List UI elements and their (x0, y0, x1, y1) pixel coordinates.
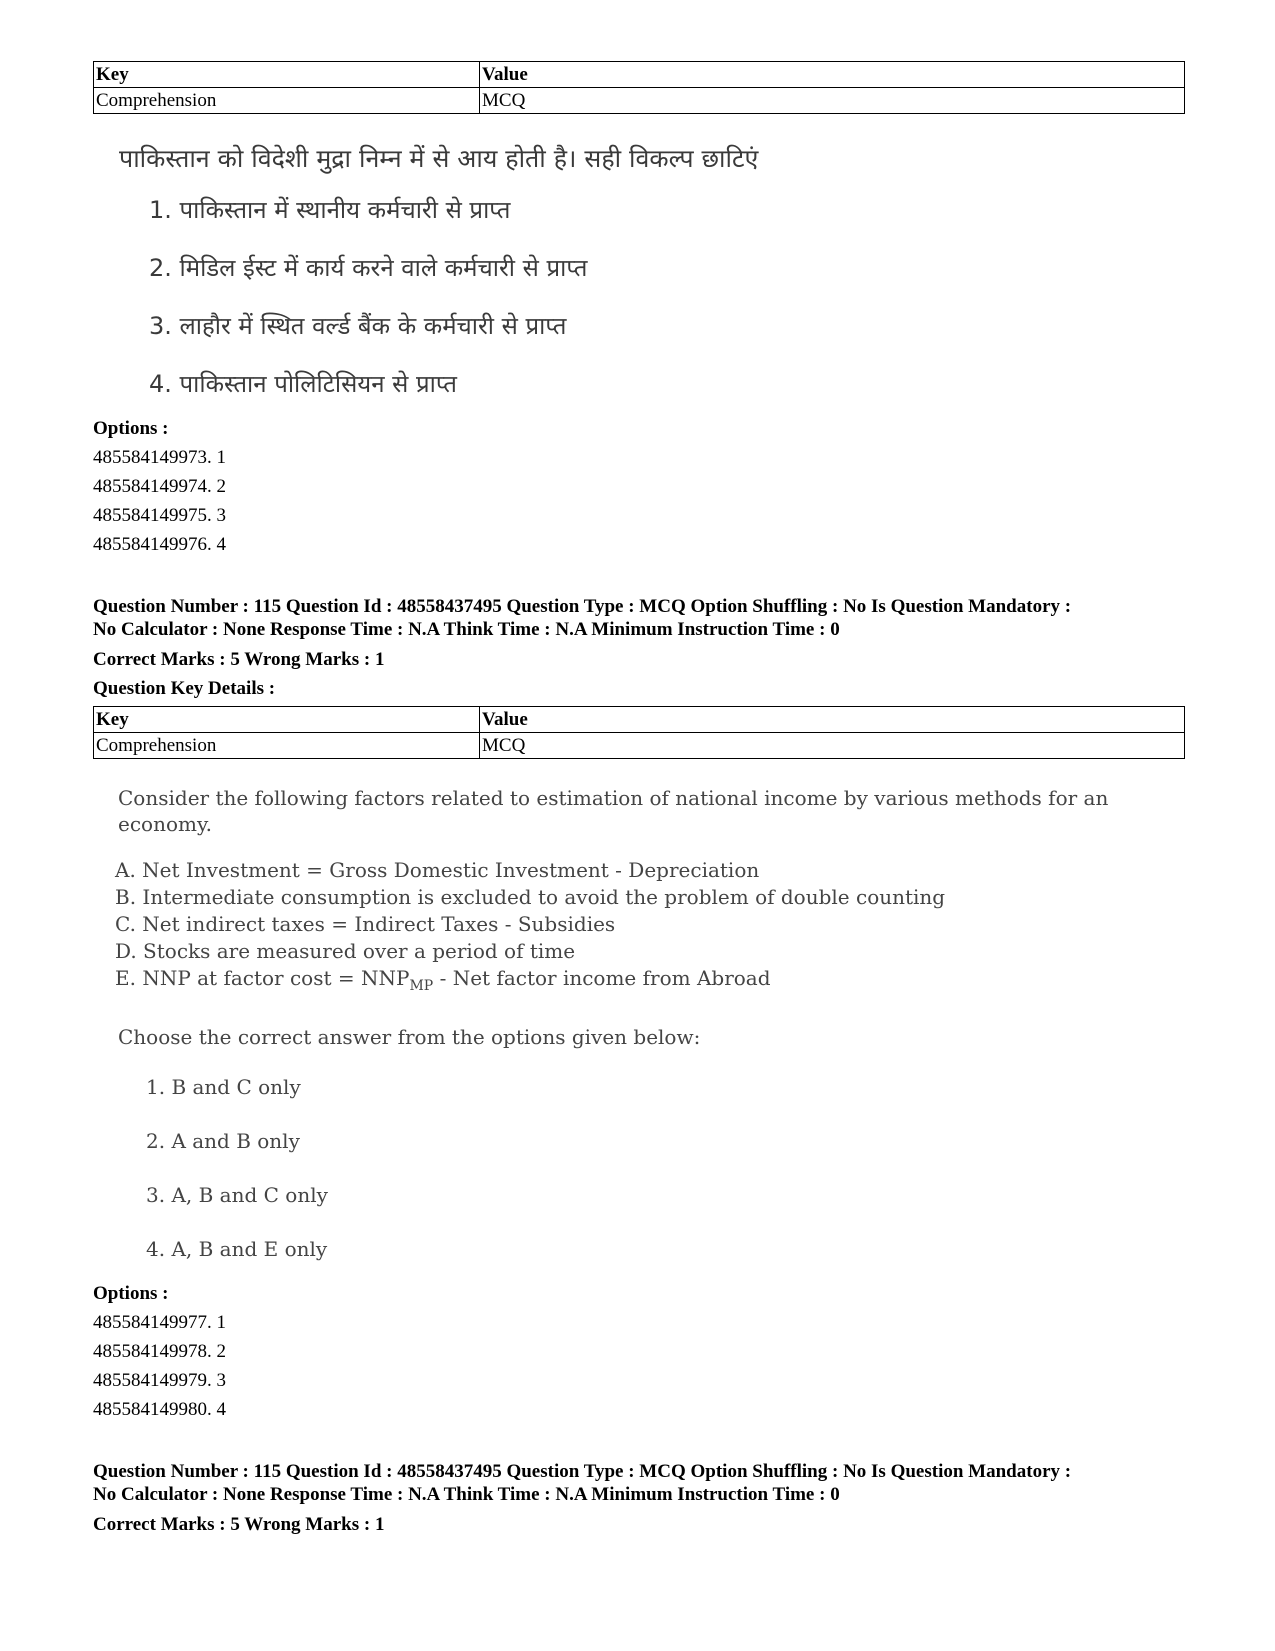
options-list-1 (93, 443, 1185, 559)
key-value-table-1 (93, 61, 1185, 114)
document-page (93, 61, 1185, 1539)
options-label: Options : (93, 1283, 169, 1304)
option-item: 485584149979. 3 (93, 1370, 226, 1391)
key-details-label: Question Key Details : (93, 678, 276, 699)
marks-line: Correct Marks : 5 Wrong Marks : 1 (93, 649, 385, 670)
question-meta-line: No Calculator : None Response Time : N.A Think Time : N.A Minimum Instruction Time : 0 (93, 619, 840, 640)
statement: A. Net Investment = Gross Domestic Investment - Depreciation (115, 858, 760, 882)
option-item: 485584149980. 4 (93, 1399, 226, 1420)
option-item: 485584149973. 1 (93, 447, 226, 468)
question-2-statements (115, 857, 1185, 1000)
question-meta-line: Question Number : 115 Question Id : 48558437495 Question Type : MCQ Option Shuffling : No Is Question Mandatory : (93, 596, 1072, 617)
statement: B. Intermediate consumption is excluded to avoid the problem of double counting (115, 885, 946, 909)
question-1-choices (149, 195, 1185, 399)
option-item: 485584149974. 2 (93, 476, 226, 497)
table-header-row (94, 62, 1185, 88)
table-header-value: Value (480, 62, 1185, 88)
question-meta-line: No Calculator : None Response Time : N.A Think Time : N.A Minimum Instruction Time : 0 (93, 1484, 840, 1505)
question-2-instruction: Choose the correct answer from the options given below: (118, 1025, 701, 1049)
question-2-image (93, 785, 1185, 1263)
question-1-stem: पाकिस्तान को विदेशी मुद्रा निम्न में से आय होती है। सही विकल्प छाटिएं (119, 144, 759, 173)
table-cell-key: Comprehension (94, 733, 480, 759)
option-item: 485584149978. 2 (93, 1341, 226, 1362)
question-1-choice: 4. पाकिस्तान पोलिटिसियन से प्राप्त (149, 370, 457, 398)
table-cell-value: MCQ (480, 733, 1185, 759)
table-row (94, 733, 1185, 759)
question-2-choice: 2. A and B only (146, 1129, 300, 1153)
question-1-image (93, 144, 1185, 399)
options-label: Options : (93, 418, 169, 439)
mp-subscript: MP (409, 978, 434, 994)
question-meta-block (93, 1460, 1185, 1539)
marks-line: Correct Marks : 5 Wrong Marks : 1 (93, 1514, 385, 1535)
options-list-2 (93, 1308, 1185, 1424)
question-meta-line: Question Number : 115 Question Id : 48558437495 Question Type : MCQ Option Shuffling : No Is Question Mandatory : (93, 1461, 1072, 1482)
table-header-key: Key (94, 62, 480, 88)
table-row (94, 88, 1185, 114)
question-1-choice: 1. पाकिस्तान में स्थानीय कर्मचारी से प्राप्त (149, 196, 511, 224)
table-cell-value: MCQ (480, 88, 1185, 114)
question-2-stem: Consider the following factors related to estimation of national income by various methods for an economy. (118, 786, 1109, 836)
statement: D. Stocks are measured over a period of time (115, 939, 576, 963)
question-1-choice: 2. मिडिल ईस्ट में कार्य करने वाले कर्मचारी से प्राप्त (149, 254, 588, 282)
table-header-row (94, 707, 1185, 733)
statement-e-prefix: E. NNP at factor cost = NNP (115, 966, 410, 990)
table-header-value: Value (480, 707, 1185, 733)
table-cell-key: Comprehension (94, 88, 480, 114)
option-item: 485584149975. 3 (93, 505, 226, 526)
key-value-table-2 (93, 706, 1185, 759)
question-meta-block (93, 595, 1185, 703)
question-2-choices (146, 1074, 1185, 1263)
question-2-choice: 3. A, B and C only (146, 1183, 328, 1207)
option-item: 485584149976. 4 (93, 534, 226, 555)
question-2-choice: 4. A, B and E only (146, 1237, 328, 1261)
statement: C. Net indirect taxes = Indirect Taxes - Subsidies (115, 912, 616, 936)
statement-e-suffix: - Net factor income from Abroad (433, 966, 771, 990)
statement (115, 965, 1185, 1000)
question-1-choice: 3. लाहौर में स्थित वर्ल्ड बैंक के कर्मचारी से प्राप्त (149, 312, 567, 340)
table-header-key: Key (94, 707, 480, 733)
option-item: 485584149977. 1 (93, 1312, 226, 1333)
question-2-choice: 1. B and C only (146, 1075, 301, 1099)
